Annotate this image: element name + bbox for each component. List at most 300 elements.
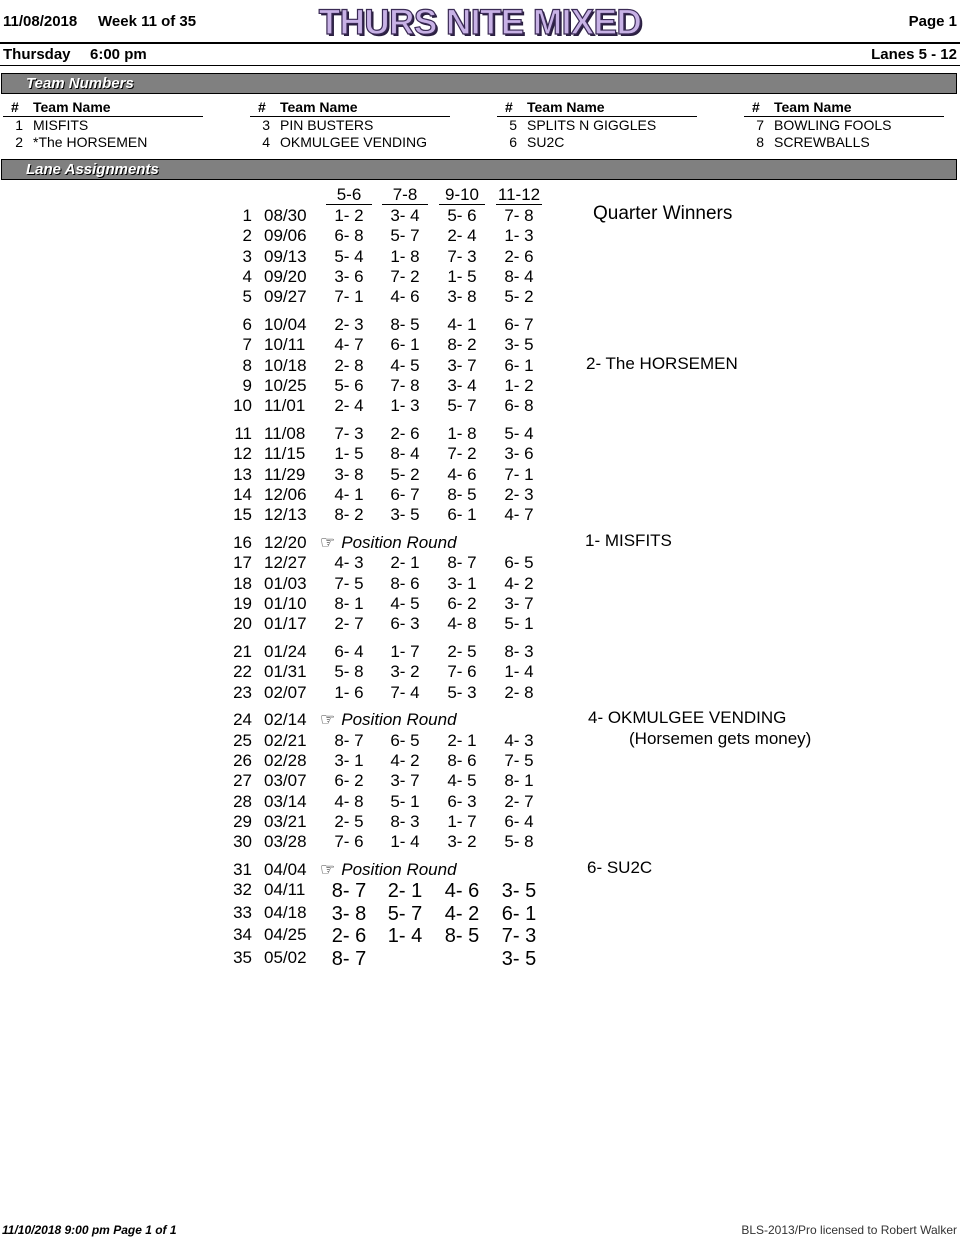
quarter-winner-entry: 4- OKMULGEE VENDING — [588, 708, 787, 728]
matchup: 7- 5 — [504, 751, 534, 770]
report-date: 11/08/2018 — [3, 13, 78, 30]
team-column — [744, 99, 944, 151]
week-date: 01/31 — [264, 662, 307, 682]
software-license: BLS-2013/Pro licensed to Robert Walker — [741, 1223, 957, 1237]
matchup: 6- 1 — [390, 335, 420, 355]
matchup: 2- 5 — [447, 642, 477, 661]
matchup: 4- 6 — [447, 464, 477, 484]
week-number: 14 — [233, 484, 252, 504]
matchup: 5- 2 — [504, 287, 534, 307]
matchup: 1- 4 — [504, 662, 534, 682]
lane-assignments-title: Lane Assignments — [26, 161, 159, 178]
matchup: 3- 6 — [504, 444, 534, 464]
week-number: 15 — [233, 505, 252, 525]
schedule-row — [0, 335, 960, 355]
week-number: 22 — [233, 662, 252, 682]
matchup: 5- 1 — [504, 614, 534, 634]
week-number: 6 — [242, 315, 252, 334]
team-name: PIN BUSTERS — [280, 117, 374, 133]
pointing-hand-icon: ☞ — [320, 710, 336, 730]
week-date: 11/29 — [264, 464, 306, 484]
matchup: 6- 5 — [390, 730, 420, 750]
matchup: 5- 1 — [390, 791, 420, 811]
schedule-row — [0, 751, 960, 771]
schedule-row — [0, 728, 960, 751]
matchup: 1- 2 — [334, 206, 364, 225]
matchup: 2- 6 — [504, 246, 534, 266]
team-row — [744, 134, 944, 151]
week-date: 08/30 — [264, 206, 307, 225]
matchup: 3- 8 — [331, 902, 367, 925]
matchup: 6- 8 — [504, 396, 534, 416]
schedule-row — [0, 683, 960, 703]
week-date: 02/07 — [264, 682, 307, 702]
schedule-row — [0, 267, 960, 287]
matchup: 4- 7 — [334, 335, 364, 355]
week-date: 01/03 — [264, 573, 307, 593]
week-number: 16 — [233, 533, 252, 552]
team-number-header: # — [258, 99, 266, 115]
team-column-header — [3, 99, 203, 117]
quarter-winner-entry: (Horsemen gets money) — [629, 728, 812, 748]
week-number: 12 — [233, 444, 252, 464]
matchup: 1- 4 — [387, 925, 423, 948]
quarter-winner-entry: 6- SU2C — [587, 858, 653, 877]
schedule-row — [0, 642, 960, 662]
matchup: 3- 5 — [501, 947, 537, 970]
week-number: 29 — [233, 811, 252, 831]
week-date: 04/04 — [264, 860, 307, 879]
week-number: 17 — [233, 553, 252, 573]
schedule-row — [0, 396, 960, 416]
matchup: 1- 7 — [390, 642, 420, 661]
week-number: 35 — [233, 947, 252, 967]
matchup: 1- 8 — [390, 246, 420, 266]
week-number: 8 — [242, 355, 252, 375]
schedule-row — [0, 553, 960, 573]
week-number: 31 — [233, 860, 252, 879]
matchup: 4- 7 — [504, 505, 534, 525]
week-date: 03/28 — [264, 832, 307, 852]
matchup: 2- 8 — [334, 355, 364, 375]
page-number: Page 1 — [908, 13, 957, 30]
matchup: 7- 3 — [334, 424, 364, 443]
week-number: 1 — [242, 206, 252, 225]
schedule-row — [0, 710, 960, 730]
schedule-row — [0, 594, 960, 614]
week-number: 7 — [242, 335, 252, 355]
schedule-row — [0, 315, 960, 335]
week-date: 09/06 — [264, 226, 307, 246]
matchup: 5- 4 — [334, 246, 364, 266]
team-number: 6 — [509, 134, 517, 150]
week-date: 11/01 — [264, 396, 306, 416]
team-row — [497, 117, 697, 134]
matchup: 4- 2 — [444, 902, 480, 925]
matchup: 6- 7 — [504, 315, 534, 334]
team-number: 2 — [15, 134, 23, 150]
team-number-header: # — [11, 99, 19, 115]
matchup: 7- 3 — [447, 246, 477, 266]
matchup: 4- 1 — [334, 484, 364, 504]
lane-pair-header: 7-8 — [382, 186, 428, 205]
lane-range: Lanes 5 - 12 — [871, 46, 957, 63]
matchup: 3- 8 — [334, 464, 364, 484]
schedule-row — [0, 948, 960, 968]
matchup: 8- 3 — [504, 642, 534, 661]
week-number: 10 — [233, 396, 252, 416]
team-row — [3, 117, 203, 134]
week-number: 11 — [234, 424, 252, 443]
matchup: 6- 1 — [501, 902, 537, 925]
matchup: 7- 8 — [504, 206, 534, 225]
week-date: 09/27 — [264, 287, 307, 307]
matchup: 5- 3 — [447, 682, 477, 702]
position-round-text: Position Round — [341, 710, 457, 730]
week-number: 28 — [233, 791, 252, 811]
matchup: 6- 7 — [390, 484, 420, 504]
matchup: 7- 6 — [447, 662, 477, 682]
matchup: 3- 6 — [334, 266, 364, 286]
position-round-label — [320, 860, 457, 880]
week-date: 03/14 — [264, 791, 307, 811]
matchup: 8- 5 — [390, 315, 420, 334]
week-date: 05/02 — [264, 947, 307, 967]
week-date: 11/08 — [264, 424, 306, 443]
week-date: 04/18 — [264, 902, 307, 922]
week-number: 19 — [233, 593, 252, 613]
week-date: 01/10 — [264, 593, 307, 613]
schedule-row — [0, 925, 960, 948]
team-number: 4 — [262, 134, 270, 150]
team-row — [744, 117, 944, 134]
matchup: 3- 2 — [447, 832, 477, 852]
matchup: 6- 8 — [334, 226, 364, 246]
matchup: 7- 1 — [504, 464, 534, 484]
schedule-row — [0, 860, 960, 880]
position-round-label — [320, 710, 457, 730]
team-number: 8 — [756, 134, 764, 150]
schedule-row — [0, 247, 960, 267]
position-round-text: Position Round — [341, 860, 457, 879]
week-date: 04/11 — [264, 880, 306, 900]
matchup: 5- 6 — [447, 206, 477, 225]
team-name: *The HORSEMEN — [33, 134, 148, 150]
week-date: 01/24 — [264, 642, 307, 661]
matchup: 8- 2 — [334, 505, 364, 525]
team-name-header: Team Name — [280, 99, 358, 115]
matchup: 1- 3 — [390, 396, 420, 416]
matchup: 3- 1 — [447, 573, 477, 593]
matchup: 7- 1 — [334, 287, 364, 307]
matchup: 3- 7 — [504, 593, 534, 613]
schedule-row — [0, 353, 960, 376]
week-number: 21 — [233, 642, 252, 661]
matchup: 2- 1 — [387, 880, 423, 903]
week-number: 13 — [233, 464, 252, 484]
matchup: 5- 6 — [334, 375, 364, 395]
matchup: 5- 7 — [447, 396, 477, 416]
matchup: 4- 6 — [390, 287, 420, 307]
schedule-row — [0, 287, 960, 307]
team-name: SU2C — [527, 134, 565, 150]
week-number: 3 — [242, 246, 252, 266]
week-number: 5 — [242, 287, 252, 307]
matchup: 8- 7 — [334, 730, 364, 750]
team-name-header: Team Name — [33, 99, 111, 115]
team-name: SPLITS N GIGGLES — [527, 117, 657, 133]
week-date: 10/11 — [264, 335, 306, 355]
matchup: 6- 3 — [390, 614, 420, 634]
matchup: 7- 6 — [334, 832, 364, 852]
team-column-header — [497, 99, 697, 117]
week-date: 11/15 — [264, 444, 306, 464]
matchup: 4- 2 — [504, 573, 534, 593]
matchup: 8- 4 — [504, 266, 534, 286]
matchup: 6- 2 — [334, 771, 364, 791]
matchup: 4- 5 — [390, 355, 420, 375]
week-date: 12/27 — [264, 553, 307, 573]
schedule-row — [0, 880, 960, 903]
week-date: 02/14 — [264, 710, 307, 730]
week-date: 10/25 — [264, 375, 307, 395]
matchup: 4- 5 — [447, 771, 477, 791]
week-number: 4 — [242, 266, 252, 286]
schedule-row — [0, 444, 960, 464]
matchup: 8- 3 — [390, 811, 420, 831]
week-number: 2 — [242, 226, 252, 246]
team-name: BOWLING FOOLS — [774, 117, 892, 133]
lane-pair-header: 5-6 — [326, 186, 372, 205]
team-number: 1 — [15, 117, 23, 133]
matchup: 7- 5 — [334, 573, 364, 593]
league-title: THURS NITE MIXED — [318, 3, 642, 42]
team-row — [3, 134, 203, 151]
position-round-label — [320, 533, 457, 553]
subheader-divider — [0, 65, 960, 66]
matchup: 5- 7 — [390, 226, 420, 246]
quarter-winner-entry: 2- The HORSEMEN — [586, 353, 738, 373]
matchup: 3- 2 — [390, 662, 420, 682]
week-number: 34 — [233, 925, 252, 945]
matchup: 2- 1 — [390, 553, 420, 573]
schedule-row — [0, 533, 960, 553]
matchup: 4- 2 — [390, 751, 420, 770]
schedule-row — [0, 832, 960, 852]
matchup: 4- 8 — [447, 614, 477, 634]
matchup: 2- 3 — [334, 315, 364, 334]
lane-pair-header: 9-10 — [439, 186, 485, 205]
team-number-header: # — [505, 99, 513, 115]
matchup: 3- 5 — [504, 335, 534, 355]
team-row — [250, 117, 450, 134]
matchup: 2- 8 — [504, 682, 534, 702]
matchup: 5- 4 — [504, 424, 534, 443]
schedule-row — [0, 465, 960, 485]
matchup: 8- 5 — [444, 925, 480, 948]
matchup: 4- 3 — [334, 553, 364, 573]
matchup: 1- 8 — [447, 424, 477, 443]
schedule-row — [0, 792, 960, 812]
matchup: 7- 3 — [501, 925, 537, 948]
matchup: 8- 2 — [447, 335, 477, 355]
matchup: 2- 1 — [447, 730, 477, 750]
team-name-header: Team Name — [527, 99, 605, 115]
position-round-text: Position Round — [341, 533, 457, 552]
team-name: OKMULGEE VENDING — [280, 134, 428, 150]
matchup: 6- 4 — [504, 811, 534, 831]
team-numbers-title: Team Numbers — [26, 75, 134, 92]
matchup: 3- 5 — [501, 880, 537, 903]
matchup: 8- 7 — [331, 947, 367, 970]
matchup: 7- 2 — [390, 266, 420, 286]
week-number: 25 — [233, 730, 252, 750]
week-number: 32 — [233, 880, 252, 900]
report-header — [0, 0, 960, 44]
week-number: 9 — [242, 375, 252, 395]
week-date: 02/28 — [264, 751, 307, 770]
matchup: 2- 6 — [390, 424, 420, 443]
matchup: 6- 4 — [334, 642, 364, 661]
header-divider — [0, 42, 960, 44]
matchup: 1- 2 — [504, 375, 534, 395]
week-date: 02/21 — [264, 730, 307, 750]
week-number: 30 — [233, 832, 252, 852]
schedule-row — [0, 574, 960, 594]
matchup: 3- 5 — [390, 505, 420, 525]
week-number: 23 — [233, 682, 252, 702]
matchup: 1- 5 — [447, 266, 477, 286]
week-date: 12/13 — [264, 505, 307, 525]
matchup: 8- 1 — [334, 593, 364, 613]
week-date: 09/20 — [264, 266, 307, 286]
matchup: 7- 8 — [390, 375, 420, 395]
matchup: 4- 5 — [390, 593, 420, 613]
matchup: 7- 4 — [390, 682, 420, 702]
matchup: 5- 8 — [334, 662, 364, 682]
matchup: 1- 4 — [390, 832, 420, 852]
matchup: 6- 1 — [447, 505, 477, 525]
matchup: 3- 1 — [334, 751, 364, 770]
team-number: 5 — [509, 117, 517, 133]
schedule-row — [0, 812, 960, 832]
week-number: 33 — [233, 902, 252, 922]
matchup: 3- 8 — [447, 287, 477, 307]
matchup: 7- 2 — [447, 444, 477, 464]
matchup: 5- 7 — [387, 902, 423, 925]
matchup: 8- 4 — [390, 444, 420, 464]
week-number: 20 — [233, 614, 252, 634]
matchup: 2- 7 — [334, 614, 364, 634]
week-number: 18 — [233, 573, 252, 593]
team-name: MISFITS — [33, 117, 89, 133]
pointing-hand-icon: ☞ — [320, 860, 336, 879]
matchup: 8- 6 — [390, 573, 420, 593]
week-date: 10/04 — [264, 315, 307, 334]
matchup: 8- 6 — [447, 751, 477, 770]
league-time: 6:00 pm — [90, 46, 147, 63]
week-number: 24 — [233, 710, 252, 730]
week-date: 03/07 — [264, 771, 307, 791]
schedule-row — [0, 206, 960, 226]
team-number-header: # — [752, 99, 760, 115]
team-name-header: Team Name — [774, 99, 852, 115]
matchup: 6- 5 — [504, 553, 534, 573]
team-number: 7 — [756, 117, 764, 133]
schedule-row — [0, 424, 960, 444]
schedule-row — [0, 903, 960, 923]
matchup: 6- 3 — [447, 791, 477, 811]
matchup: 4- 6 — [444, 880, 480, 903]
team-column — [497, 99, 697, 151]
print-timestamp: 11/10/2018 9:00 pm Page 1 of 1 — [2, 1223, 177, 1237]
team-name: SCREWBALLS — [774, 134, 870, 150]
schedule-row — [0, 376, 960, 396]
matchup: 2- 4 — [447, 226, 477, 246]
schedule-row — [0, 505, 960, 525]
matchup: 2- 5 — [334, 811, 364, 831]
matchup: 3- 4 — [447, 375, 477, 395]
matchup: 8- 1 — [504, 771, 534, 791]
schedule-row — [0, 226, 960, 246]
matchup: 2- 4 — [334, 396, 364, 416]
matchup: 1- 6 — [334, 682, 364, 702]
lane-assignments-section-bar — [1, 159, 957, 180]
matchup: 1- 5 — [334, 444, 364, 464]
week-number: 27 — [233, 771, 252, 791]
schedule-row — [0, 771, 960, 791]
pointing-hand-icon: ☞ — [320, 533, 336, 552]
week-date: 01/17 — [264, 614, 307, 634]
matchup: 2- 6 — [331, 925, 367, 948]
matchup: 4- 1 — [447, 315, 477, 334]
week-date: 09/13 — [264, 246, 307, 266]
week-date: 03/21 — [264, 811, 307, 831]
schedule-row — [0, 662, 960, 682]
matchup: 1- 3 — [504, 226, 534, 246]
league-day: Thursday — [3, 46, 71, 63]
week-number: 26 — [233, 751, 252, 770]
schedule-row — [0, 485, 960, 505]
team-column — [3, 99, 203, 151]
matchup: 8- 7 — [331, 880, 367, 903]
matchup: 6- 2 — [447, 593, 477, 613]
matchup: 3- 4 — [390, 206, 420, 225]
quarter-winners-title: Quarter Winners — [593, 203, 733, 224]
week-date: 12/20 — [264, 533, 307, 552]
matchup: 4- 8 — [334, 791, 364, 811]
matchup: 2- 3 — [504, 484, 534, 504]
matchup: 8- 5 — [447, 484, 477, 504]
matchup: 8- 7 — [447, 553, 477, 573]
week-date: 04/25 — [264, 925, 307, 945]
team-column-header — [744, 99, 944, 117]
week-indicator: Week 11 of 35 — [98, 13, 197, 30]
matchup: 5- 8 — [504, 832, 534, 852]
matchup: 2- 7 — [504, 791, 534, 811]
team-column-header — [250, 99, 450, 117]
matchup: 4- 3 — [504, 730, 534, 750]
schedule-row — [0, 614, 960, 634]
matchup: 3- 7 — [390, 771, 420, 791]
team-number: 3 — [262, 117, 270, 133]
lane-pair-header: 11-12 — [497, 185, 541, 204]
week-date: 12/06 — [264, 484, 307, 504]
team-column — [250, 99, 450, 151]
week-date: 10/18 — [264, 355, 307, 375]
team-row — [250, 134, 450, 151]
matchup: 1- 7 — [447, 811, 477, 831]
